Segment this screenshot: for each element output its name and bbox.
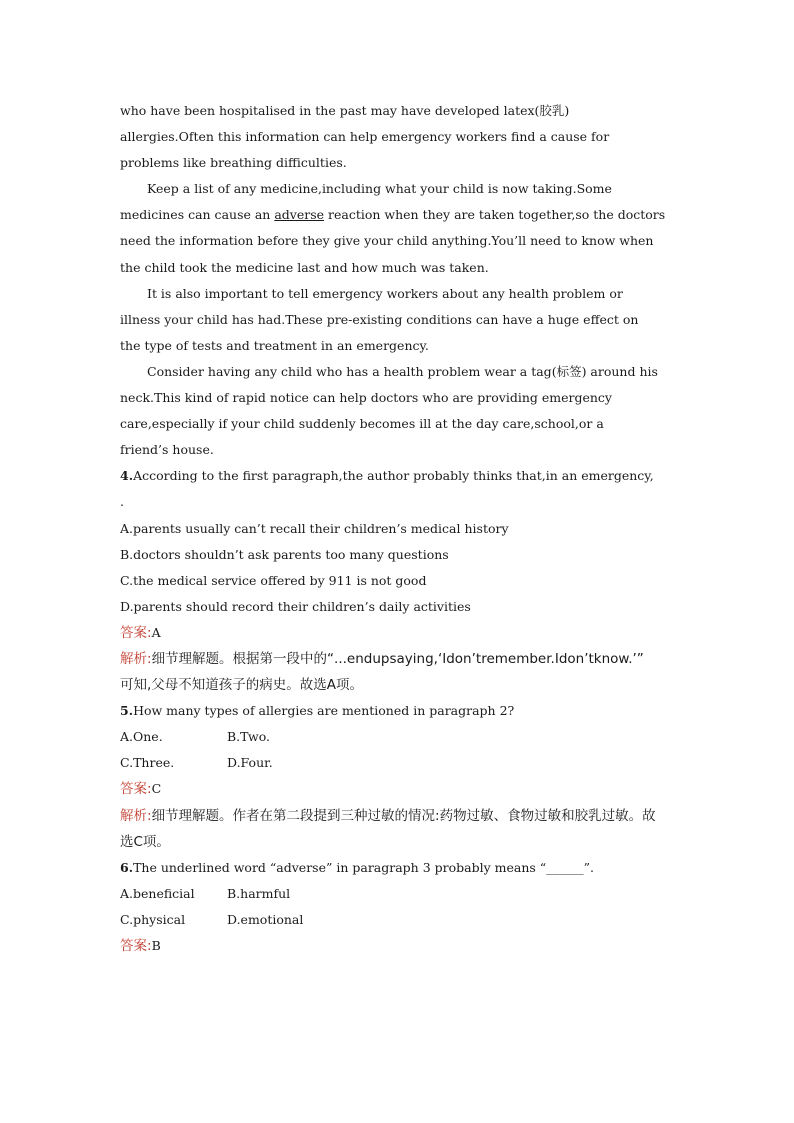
question-6-stem <box>120 855 680 881</box>
answer-label: 答案: <box>120 938 152 954</box>
passage-line: care,especially if your child suddenly becomes ill at the day care,school,or a <box>120 416 604 432</box>
question-5-stem <box>120 698 680 724</box>
option-b: B.doctors shouldn’t ask parents too many questions <box>120 546 449 562</box>
answer-label: 答案: <box>120 624 152 641</box>
passage-line: illness your child has had.These pre-existing conditions can have a huge effect on <box>120 311 639 327</box>
option-d: D.emotional <box>227 911 304 927</box>
option-a: A.One. <box>120 729 163 745</box>
question-number: 4. <box>120 468 134 484</box>
explanation-text: 细节理解题。作者在第二段提到三种过敏的情况:药物过敏、食物过敏和胶乳过敏。故 <box>151 807 656 824</box>
explanation-text: 细节理解题。根据第一段中的“...endupsaying,‘Idon’tremember.Idon’tknow.’” <box>151 650 644 667</box>
answer-line <box>120 620 680 646</box>
options-row <box>120 750 680 776</box>
explanation-line <box>120 646 680 672</box>
passage-line <box>120 202 680 228</box>
question-number: 5. <box>120 703 134 719</box>
options-row <box>120 881 680 907</box>
option-d: D.parents should record their children’s daily activities <box>120 598 471 614</box>
passage-line: friend’s house. <box>120 442 214 458</box>
option-c: C.the medical service offered by 911 is not good <box>120 572 427 588</box>
option-c: C.Three. <box>120 755 175 771</box>
passage-line: the child took the medicine last and how much was taken. <box>120 259 489 275</box>
answer-line <box>120 776 680 802</box>
option-a: A.parents usually can’t recall their children’s medical history <box>120 520 509 536</box>
explanation-label: 解析: <box>120 650 152 667</box>
underlined-word: adverse <box>274 207 325 223</box>
passage-line: allergies.Often this information can help emergency workers find a cause for <box>120 129 610 145</box>
explanation-line: 可知,父母不知道孩子的病史。故选A项。 <box>120 677 364 694</box>
text-span: reaction when they are taken together,so the doctors <box>324 207 666 223</box>
passage-line: Consider having any child who has a health problem wear a tag(标签) around his <box>147 363 658 379</box>
question-number: 6. <box>120 859 134 875</box>
question-text: According to the first paragraph,the author probably thinks that,in an emergency, <box>133 468 654 484</box>
option-a: A.beneficial <box>120 885 195 901</box>
options-row <box>120 907 680 933</box>
answer-value: A <box>151 624 161 640</box>
option-d: D.Four. <box>227 755 273 771</box>
answer-value: B <box>151 938 161 953</box>
question-4-blank: . <box>120 494 124 510</box>
passage-line: who have been hospitalised in the past may have developed latex(胶乳) <box>120 103 570 118</box>
explanation-line: 选C项。 <box>120 833 170 850</box>
passage-line: need the information before they give your child anything.You’ll need to know when <box>120 233 654 249</box>
options-row <box>120 724 680 750</box>
passage-line: neck.This kind of rapid notice can help doctors who are providing emergency <box>120 390 612 406</box>
passage-line: the type of tests and treatment in an emergency. <box>120 337 429 353</box>
document-page <box>120 98 680 959</box>
text-span: medicines can cause an <box>120 207 275 223</box>
question-text: The underlined word “adverse” in paragraph 3 probably means “______”. <box>133 859 595 875</box>
passage-line: Keep a list of any medicine,including what your child is now taking.Some <box>147 181 612 197</box>
passage-line: problems like breathing difficulties. <box>120 155 347 171</box>
passage-line: It is also important to tell emergency workers about any health problem or <box>147 285 623 301</box>
option-b: B.Two. <box>227 729 271 745</box>
question-text: How many types of allergies are mentioned in paragraph 2? <box>133 703 515 719</box>
explanation-label: 解析: <box>120 807 152 824</box>
answer-value: C <box>151 781 162 797</box>
answer-line <box>120 933 680 959</box>
explanation-line <box>120 803 680 829</box>
option-b: B.harmful <box>227 885 291 901</box>
answer-label: 答案: <box>120 781 152 798</box>
question-4-stem <box>120 463 680 489</box>
option-c: C.physical <box>120 911 186 927</box>
